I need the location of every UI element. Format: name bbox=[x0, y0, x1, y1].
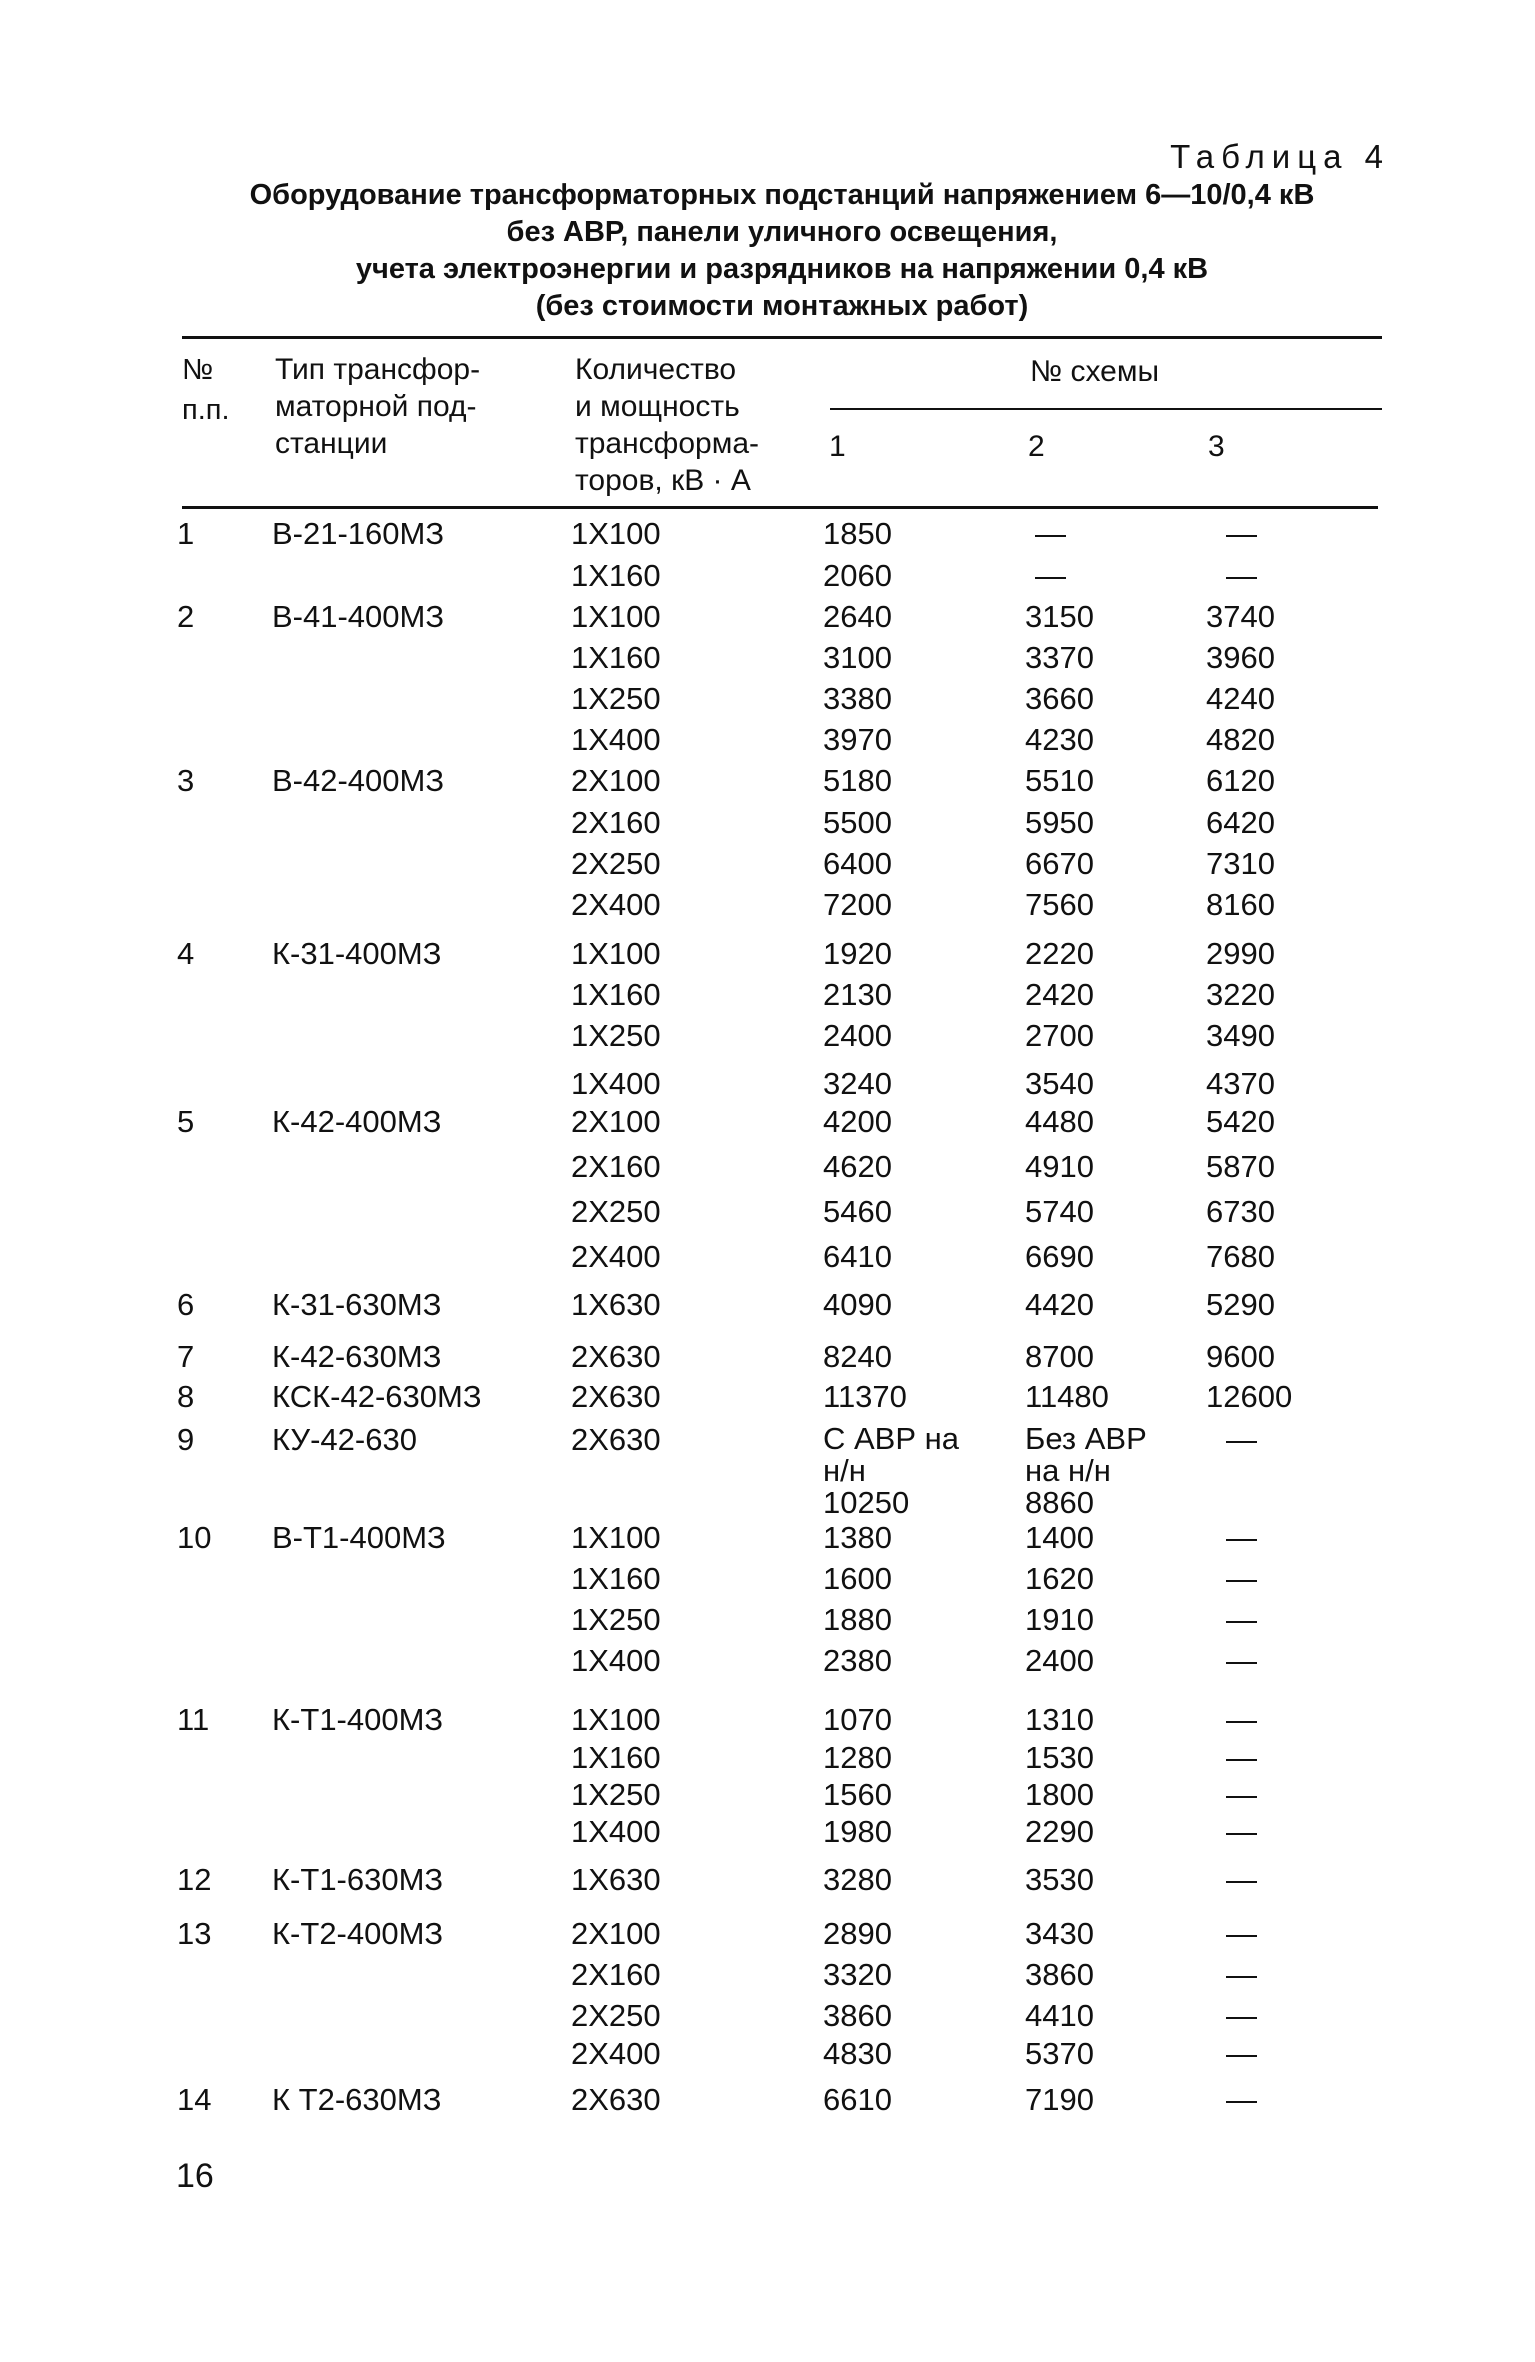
scheme-3-cost-cell: — bbox=[1226, 1602, 1257, 1637]
scheme-1-cost-cell: 1600 bbox=[823, 1561, 892, 1596]
scheme-2-cost-cell: 2220 bbox=[1025, 936, 1094, 971]
scheme-2-cost-cell: 1400 bbox=[1025, 1520, 1094, 1555]
scheme-3-cost-cell: 4820 bbox=[1206, 722, 1275, 757]
scheme-3-cost-cell: 4370 bbox=[1206, 1066, 1275, 1101]
table-label: Таблица 4 bbox=[1170, 138, 1390, 175]
scheme-2-cost-cell: 4410 bbox=[1025, 1998, 1094, 2033]
scheme-1-cost-cell: 2890 bbox=[823, 1916, 892, 1951]
table-title-line: учета электроэнергии и разрядников на напряжении 0,4 кВ bbox=[355, 253, 1209, 285]
scheme-2-cost-cell: 5370 bbox=[1025, 2036, 1094, 2071]
scheme-2-cost-cell: 3540 bbox=[1025, 1066, 1094, 1101]
scheme-3-cost-cell: 5420 bbox=[1206, 1104, 1275, 1139]
scheme-2-cost-cell: 3430 bbox=[1025, 1916, 1094, 1951]
substation-type-cell: В-21-160МЗ bbox=[272, 516, 445, 551]
scheme-3-cost-cell: — bbox=[1226, 1702, 1257, 1737]
transformer-quantity-cell: 2Х400 bbox=[571, 887, 661, 922]
scheme-3-cost-cell: — bbox=[1226, 1957, 1257, 1992]
scheme-3-cost-cell: — bbox=[1226, 1643, 1257, 1678]
scheme-1-cost-cell: 5460 bbox=[823, 1194, 892, 1229]
row-number-cell: 14 bbox=[177, 2082, 212, 2117]
substation-type-cell: К-31-400МЗ bbox=[272, 936, 442, 971]
scheme-2-cost-cell: 3660 bbox=[1025, 681, 1094, 716]
transformer-quantity-cell: 2Х100 bbox=[571, 763, 661, 798]
scheme-2-cost-cell: 1800 bbox=[1025, 1777, 1094, 1812]
scheme-3-cost-cell: — bbox=[1226, 2082, 1257, 2117]
scheme-3-cost-cell: 3490 bbox=[1206, 1018, 1275, 1053]
scheme-1-cost-cell: 1920 bbox=[823, 936, 892, 971]
table-title-line: без АВР, панели уличного освещения, bbox=[506, 216, 1058, 248]
scheme-2-cost-cell: 2700 bbox=[1025, 1018, 1094, 1053]
scheme-2-cost-cell: 3530 bbox=[1025, 1862, 1094, 1897]
scheme-2-cost-cell: 5510 bbox=[1025, 763, 1094, 798]
scheme-3-cost-cell: — bbox=[1226, 2036, 1257, 2071]
scheme-2-cost-cell: 3860 bbox=[1025, 1957, 1094, 1992]
scheme-3-cost-cell: — bbox=[1226, 1862, 1257, 1897]
scheme-3-cost-cell: 9600 bbox=[1206, 1339, 1275, 1374]
scheme-1-cost-cell: 2060 bbox=[823, 558, 892, 593]
transformer-quantity-cell: 1Х100 bbox=[571, 936, 661, 971]
scheme-1-cost-cell: 3100 bbox=[823, 640, 892, 675]
scheme-1-cost-cell: 6410 bbox=[823, 1239, 892, 1274]
row-number-cell: 8 bbox=[177, 1379, 195, 1414]
scheme-3-cost-cell: — bbox=[1226, 1777, 1257, 1812]
scheme-1-cost-cell: 1380 bbox=[823, 1520, 892, 1555]
transformer-quantity-cell: 2Х160 bbox=[571, 805, 661, 840]
scheme-3-cost-cell: 6730 bbox=[1206, 1194, 1275, 1229]
scheme-2-cost-cell: 1910 bbox=[1025, 1602, 1094, 1637]
scheme-1-cost-cell: 4620 bbox=[823, 1149, 892, 1184]
transformer-quantity-cell: 2Х400 bbox=[571, 1239, 661, 1274]
transformer-quantity-cell: 1Х100 bbox=[571, 1702, 661, 1737]
scheme-2-cost-cell: 2290 bbox=[1025, 1814, 1094, 1849]
substation-type-cell: В-42-400МЗ bbox=[272, 763, 445, 798]
scheme-1-cost-cell: 5180 bbox=[823, 763, 892, 798]
scheme-3-cost-cell: — bbox=[1226, 1422, 1257, 1457]
scheme-3-cost-cell: 3220 bbox=[1206, 977, 1275, 1012]
header-scheme-3: 3 bbox=[1208, 430, 1225, 463]
transformer-quantity-cell: 2Х100 bbox=[571, 1916, 661, 1951]
scheme-2-cost-cell: 2400 bbox=[1025, 1643, 1094, 1678]
transformer-quantity-cell: 2Х630 bbox=[571, 1422, 661, 1457]
transformer-quantity-cell: 2Х400 bbox=[571, 2036, 661, 2071]
row-number-cell: 10 bbox=[177, 1520, 212, 1555]
scheme-2-cost-cell: 3150 bbox=[1025, 599, 1094, 634]
scheme-1-cost-cell: 7200 bbox=[823, 887, 892, 922]
substation-type-cell: К Т2-630МЗ bbox=[272, 2082, 442, 2117]
scheme-2-cost-cell: 4480 bbox=[1025, 1104, 1094, 1139]
scheme-2-cost-cell: Без АВР на н/н 8860 bbox=[1025, 1421, 1147, 1520]
scheme-2-cost-cell: 6670 bbox=[1025, 846, 1094, 881]
transformer-quantity-cell: 1Х250 bbox=[571, 1777, 661, 1812]
transformer-quantity-cell: 1Х630 bbox=[571, 1287, 661, 1322]
header-scheme-2: 2 bbox=[1028, 430, 1045, 463]
substation-type-cell: КУ-42-630 bbox=[272, 1422, 417, 1457]
transformer-quantity-cell: 2Х100 bbox=[571, 1104, 661, 1139]
substation-type-cell: К-42-400МЗ bbox=[272, 1104, 442, 1139]
transformer-quantity-cell: 1Х400 bbox=[571, 722, 661, 757]
transformer-quantity-cell: 1Х160 bbox=[571, 1561, 661, 1596]
scheme-1-cost-cell: 5500 bbox=[823, 805, 892, 840]
scheme-1-cost-cell: 3280 bbox=[823, 1862, 892, 1897]
scheme-2-cost-cell: 6690 bbox=[1025, 1239, 1094, 1274]
transformer-quantity-cell: 2Х160 bbox=[571, 1957, 661, 1992]
scheme-3-cost-cell: — bbox=[1226, 1561, 1257, 1596]
scheme-1-cost-cell: 1980 bbox=[823, 1814, 892, 1849]
scheme-2-cost-cell: 4910 bbox=[1025, 1149, 1094, 1184]
scheme-3-cost-cell: — bbox=[1226, 1814, 1257, 1849]
row-number-cell: 5 bbox=[177, 1104, 195, 1139]
transformer-quantity-cell: 1Х400 bbox=[571, 1814, 661, 1849]
scheme-3-cost-cell: — bbox=[1226, 1998, 1257, 2033]
transformer-quantity-cell: 1Х400 bbox=[571, 1643, 661, 1678]
scheme-2-cost-cell: 3370 bbox=[1025, 640, 1094, 675]
substation-type-cell: В-41-400МЗ bbox=[272, 599, 445, 634]
scheme-2-cost-cell: 1530 bbox=[1025, 1740, 1094, 1775]
transformer-quantity-cell: 1Х630 bbox=[571, 1862, 661, 1897]
scheme-1-cost-cell: 1880 bbox=[823, 1602, 892, 1637]
scheme-1-cost-cell: 1850 bbox=[823, 516, 892, 551]
table-title-line: Оборудование трансформаторных подстанций напряжением 6—10/0,4 кВ bbox=[249, 179, 1315, 211]
scheme-1-cost-cell: 2380 bbox=[823, 1643, 892, 1678]
scheme-1-cost-cell: 6400 bbox=[823, 846, 892, 881]
scheme-3-cost-cell: — bbox=[1226, 558, 1257, 593]
scheme-2-cost-cell: 2420 bbox=[1025, 977, 1094, 1012]
substation-type-cell: К-42-630МЗ bbox=[272, 1339, 442, 1374]
scheme-1-cost-cell: 2640 bbox=[823, 599, 892, 634]
scheme-1-cost-cell: 6610 bbox=[823, 2082, 892, 2117]
scheme-3-cost-cell: 3960 bbox=[1206, 640, 1275, 675]
scheme-1-cost-cell: 3240 bbox=[823, 1066, 892, 1101]
header-scheme-1: 1 bbox=[829, 430, 846, 463]
header-scheme: № схемы bbox=[1030, 355, 1160, 388]
row-number-cell: 9 bbox=[177, 1422, 195, 1457]
scheme-3-cost-cell: 3740 bbox=[1206, 599, 1275, 634]
scheme-2-cost-cell: 7560 bbox=[1025, 887, 1094, 922]
transformer-quantity-cell: 2Х630 bbox=[571, 1339, 661, 1374]
scheme-1-cost-cell: 3380 bbox=[823, 681, 892, 716]
scheme-3-cost-cell: 4240 bbox=[1206, 681, 1275, 716]
transformer-quantity-cell: 1Х160 bbox=[571, 558, 661, 593]
scheme-2-cost-cell: — bbox=[1035, 558, 1066, 593]
scheme-1-cost-cell: С АВР на н/н 10250 bbox=[823, 1421, 960, 1520]
scheme-1-cost-cell: 3860 bbox=[823, 1998, 892, 2033]
transformer-quantity-cell: 1Х160 bbox=[571, 640, 661, 675]
header-transformer-quantity: Количество и мощность трансформа- торов, кВ · А bbox=[575, 353, 760, 497]
transformer-quantity-cell: 2Х630 bbox=[571, 1379, 661, 1414]
scheme-3-cost-cell: 6120 bbox=[1206, 763, 1275, 798]
scheme-1-cost-cell: 2400 bbox=[823, 1018, 892, 1053]
scheme-3-cost-cell: 5870 bbox=[1206, 1149, 1275, 1184]
substation-type-cell: К-Т1-630МЗ bbox=[272, 1862, 444, 1897]
scheme-3-cost-cell: 8160 bbox=[1206, 887, 1275, 922]
row-number-cell: 3 bbox=[177, 763, 195, 798]
scheme-3-cost-cell: 12600 bbox=[1206, 1379, 1293, 1414]
row-number-cell: 4 bbox=[177, 936, 195, 971]
table-title-line: (без стоимости монтажных работ) bbox=[535, 290, 1029, 322]
substation-type-cell: КСК-42-630МЗ bbox=[272, 1379, 482, 1414]
scheme-1-cost-cell: 4830 bbox=[823, 2036, 892, 2071]
scheme-3-cost-cell: 2990 bbox=[1206, 936, 1275, 971]
scheme-1-cost-cell: 1560 bbox=[823, 1777, 892, 1812]
header-number: № п.п. bbox=[182, 354, 230, 426]
row-number-cell: 1 bbox=[177, 516, 195, 551]
scheme-3-cost-cell: 5290 bbox=[1206, 1287, 1275, 1322]
transformer-quantity-cell: 1Х400 bbox=[571, 1066, 661, 1101]
transformer-quantity-cell: 1Х160 bbox=[571, 1740, 661, 1775]
transformer-quantity-cell: 1Х250 bbox=[571, 1602, 661, 1637]
scheme-2-cost-cell: 1310 bbox=[1025, 1702, 1094, 1737]
transformer-quantity-cell: 2Х250 bbox=[571, 1194, 661, 1229]
page-number: 16 bbox=[176, 2157, 214, 2195]
scheme-2-cost-cell: 4420 bbox=[1025, 1287, 1094, 1322]
transformer-quantity-cell: 2Х630 bbox=[571, 2082, 661, 2117]
substation-type-cell: К-Т2-400МЗ bbox=[272, 1916, 444, 1951]
scheme-1-cost-cell: 4090 bbox=[823, 1287, 892, 1322]
scheme-1-cost-cell: 11370 bbox=[823, 1379, 907, 1414]
transformer-quantity-cell: 1Х250 bbox=[571, 1018, 661, 1053]
scheme-3-cost-cell: — bbox=[1226, 1916, 1257, 1951]
transformer-quantity-cell: 1Х100 bbox=[571, 599, 661, 634]
row-number-cell: 7 bbox=[177, 1339, 195, 1374]
scheme-3-cost-cell: — bbox=[1226, 1520, 1257, 1555]
scheme-2-cost-cell: 1620 bbox=[1025, 1561, 1094, 1596]
scheme-2-cost-cell: 8700 bbox=[1025, 1339, 1094, 1374]
transformer-quantity-cell: 1Х100 bbox=[571, 1520, 661, 1555]
row-number-cell: 13 bbox=[177, 1916, 212, 1951]
scheme-1-cost-cell: 3320 bbox=[823, 1957, 892, 1992]
header-substation-type: Тип трансфор- маторной под- станции bbox=[275, 353, 481, 460]
scheme-3-cost-cell: 7310 bbox=[1206, 846, 1275, 881]
transformer-quantity-cell: 2Х160 bbox=[571, 1149, 661, 1184]
row-number-cell: 11 bbox=[177, 1702, 210, 1737]
scheme-3-cost-cell: — bbox=[1226, 516, 1257, 551]
transformer-quantity-cell: 1Х250 bbox=[571, 681, 661, 716]
transformer-quantity-cell: 2Х250 bbox=[571, 846, 661, 881]
scheme-2-cost-cell: 7190 bbox=[1025, 2082, 1094, 2117]
scheme-2-cost-cell: 5950 bbox=[1025, 805, 1094, 840]
scheme-1-cost-cell: 8240 bbox=[823, 1339, 892, 1374]
substation-type-cell: В-Т1-400МЗ bbox=[272, 1520, 446, 1555]
row-number-cell: 2 bbox=[177, 599, 195, 634]
substation-type-cell: К-31-630МЗ bbox=[272, 1287, 442, 1322]
scheme-2-cost-cell: 4230 bbox=[1025, 722, 1094, 757]
scheme-1-cost-cell: 1280 bbox=[823, 1740, 892, 1775]
scheme-2-cost-cell: — bbox=[1035, 516, 1066, 551]
scheme-1-cost-cell: 4200 bbox=[823, 1104, 892, 1139]
scheme-2-cost-cell: 11480 bbox=[1025, 1379, 1109, 1414]
row-number-cell: 12 bbox=[177, 1862, 212, 1897]
scheme-1-cost-cell: 2130 bbox=[823, 977, 892, 1012]
scheme-1-cost-cell: 1070 bbox=[823, 1702, 892, 1737]
scheme-2-cost-cell: 5740 bbox=[1025, 1194, 1094, 1229]
scheme-3-cost-cell: 7680 bbox=[1206, 1239, 1275, 1274]
transformer-quantity-cell: 1Х100 bbox=[571, 516, 661, 551]
scheme-3-cost-cell: 6420 bbox=[1206, 805, 1275, 840]
substation-type-cell: К-Т1-400МЗ bbox=[272, 1702, 444, 1737]
scheme-1-cost-cell: 3970 bbox=[823, 722, 892, 757]
scheme-3-cost-cell: — bbox=[1226, 1740, 1257, 1775]
row-number-cell: 6 bbox=[177, 1287, 195, 1322]
transformer-quantity-cell: 1Х160 bbox=[571, 977, 661, 1012]
transformer-quantity-cell: 2Х250 bbox=[571, 1998, 661, 2033]
